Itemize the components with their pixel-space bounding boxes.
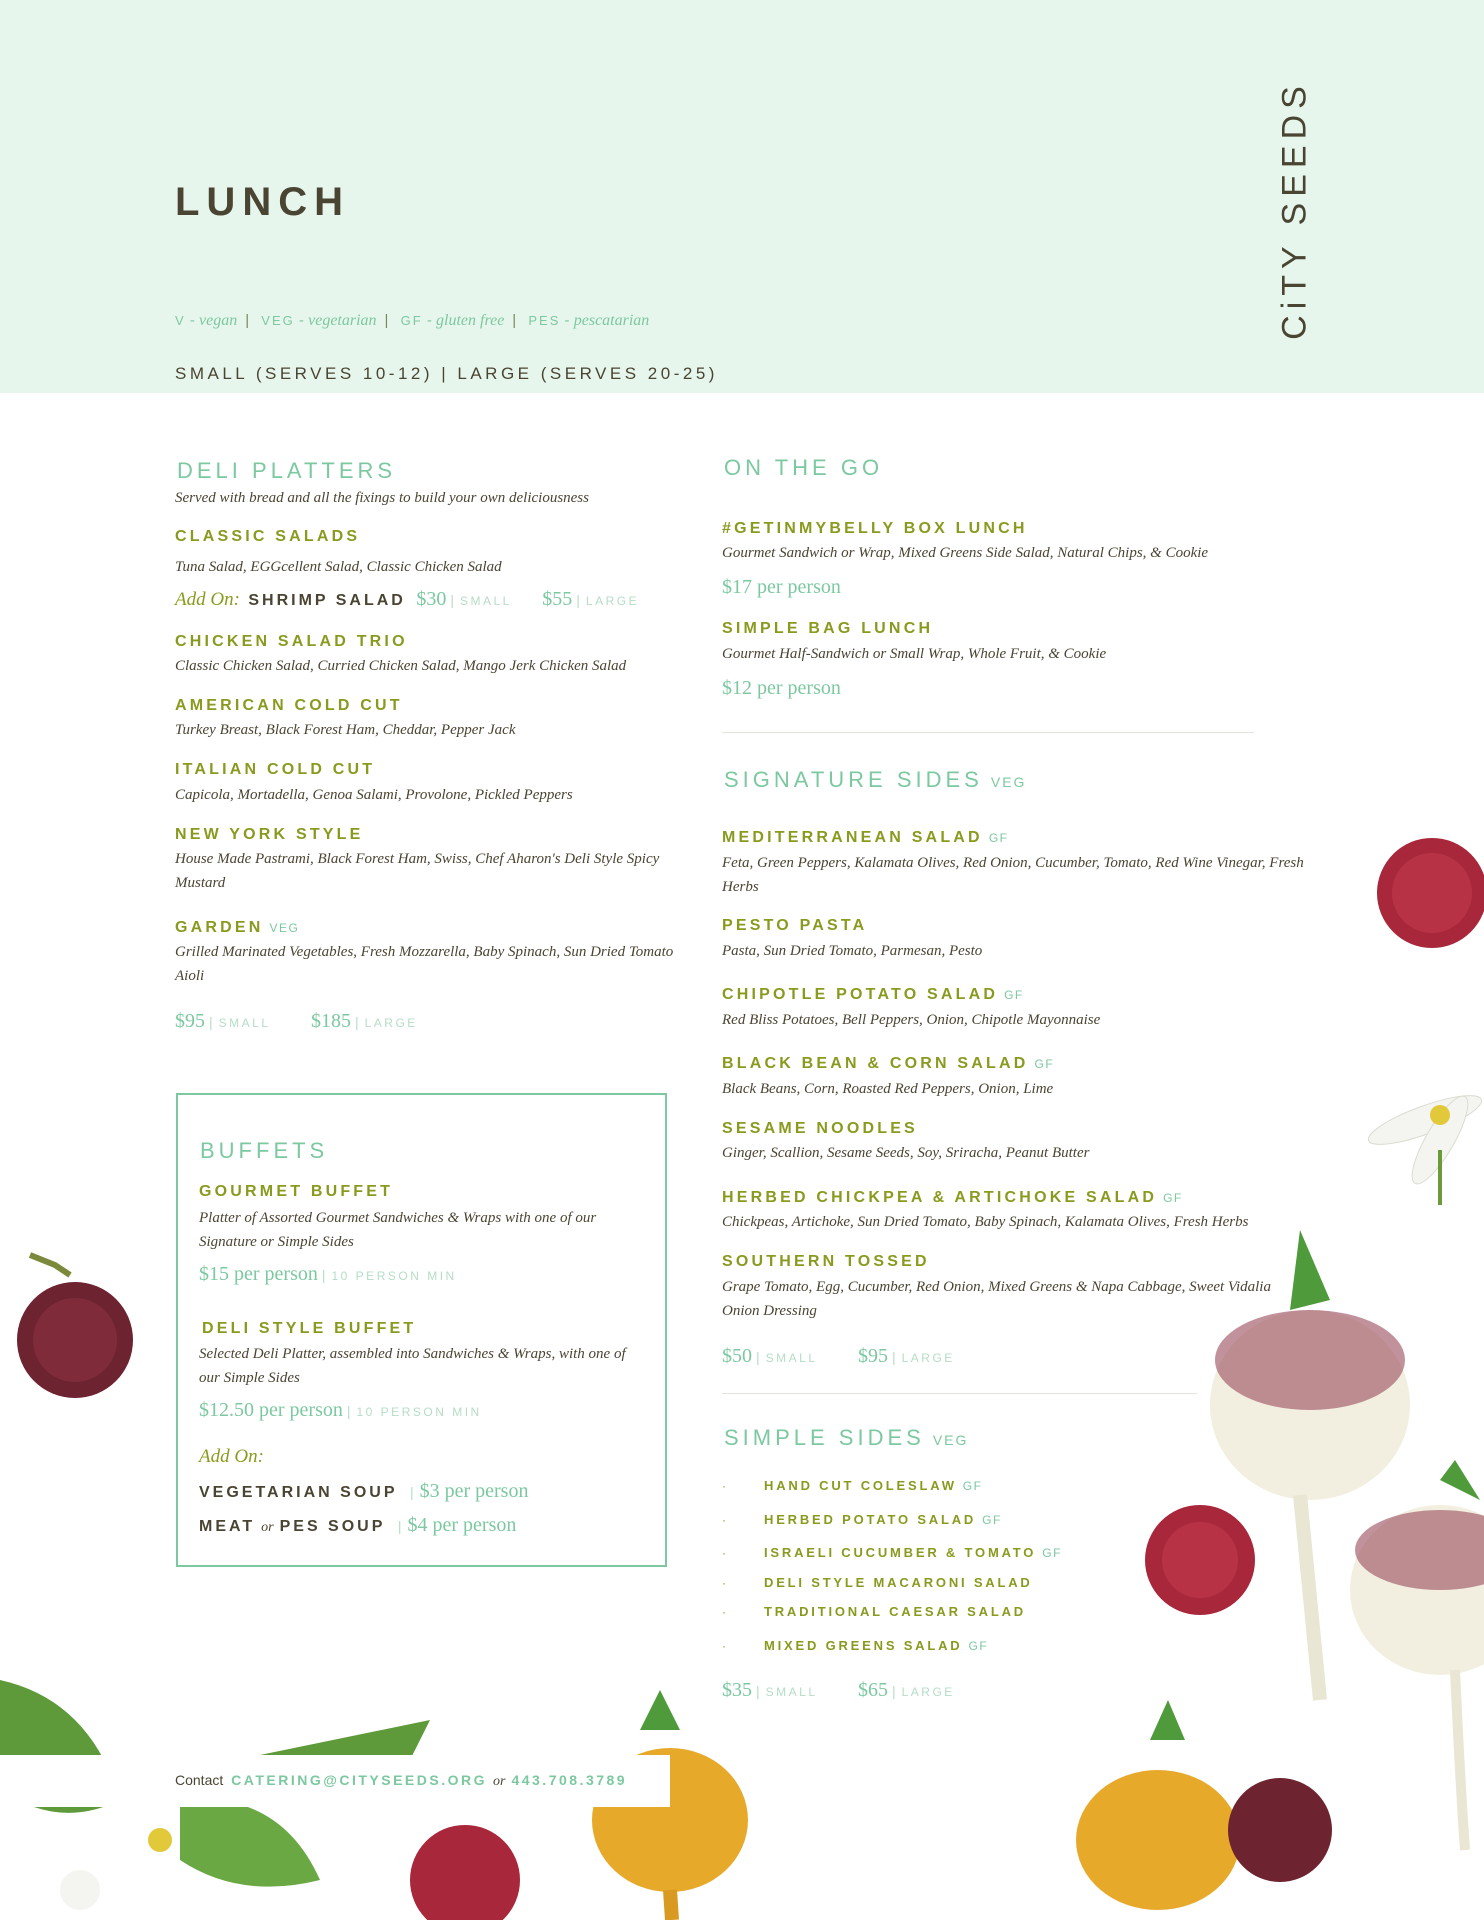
blackberry-icon (1228, 1778, 1332, 1882)
deli-item-name: NEW YORK STYLE (175, 826, 364, 843)
gf-tag: GF (982, 1513, 1002, 1527)
signature-sides-title: SIGNATURE SIDES (724, 767, 983, 792)
addon-label: Add On: (175, 589, 240, 610)
deli-large-price: $185 (310, 1010, 351, 1032)
signature-item-desc: Black Beans, Corn, Roasted Red Peppers, Onion, Lime (722, 1081, 1054, 1097)
deli-style-buffet-price: $12.50 per person (199, 1399, 343, 1421)
contact-email-link[interactable]: CATERING@CITYSEEDS.ORG (231, 1772, 487, 1788)
signature-item-desc: Pasta, Sun Dried Tomato, Parmesan, Pesto (722, 943, 983, 959)
deli-price-row: $95 | SMALL $185 | LARGE (175, 1010, 418, 1032)
box-lunch-desc: Gourmet Sandwich or Wrap, Mixed Greens Side Salad, Natural Chips, & Cookie (722, 545, 1209, 561)
signature-price-row: $50 | SMALL $95 | LARGE (722, 1345, 955, 1367)
gf-tag: GF (1042, 1546, 1062, 1560)
simple-side-name: ISRAELI CUCUMBER & TOMATO (764, 1545, 1037, 1560)
signature-large-label: LARGE (901, 1351, 955, 1365)
legend-label-gluten-free: gluten free (436, 312, 505, 329)
deli-style-buffet-min: 10 PERSON MIN (356, 1405, 482, 1419)
veg-soup-price: $3 per person (419, 1480, 529, 1502)
shrimp-small-price: $30 (416, 588, 447, 610)
bullet: · (722, 1546, 726, 1560)
gf-tag: GF (1004, 988, 1024, 1002)
legend-label-vegan: vegan (199, 312, 238, 329)
deli-item-desc: Turkey Breast, Black Forest Ham, Cheddar, Pepper Jack (175, 722, 516, 738)
deli-platters-subtitle: Served with bread and all the fixings to build your own deliciousness (175, 490, 589, 506)
deli-large-label: LARGE (364, 1016, 418, 1030)
gf-tag: GF (988, 831, 1009, 845)
side-name: MEDITERRANEAN SALAD (722, 829, 983, 846)
deli-small-price: $95 (175, 1010, 205, 1032)
lemon-blossom-icon (1364, 1086, 1484, 1205)
bullet: · (722, 1513, 726, 1527)
shrimp-large-label: LARGE (585, 594, 640, 608)
bullet: · (722, 1576, 726, 1590)
garden-name: GARDEN (175, 919, 264, 936)
gourmet-buffet-min: 10 PERSON MIN (331, 1269, 457, 1283)
golden-beet-icon (1076, 1700, 1240, 1910)
contact-line (175, 1772, 627, 1790)
box-lunch-name: #GETINMYBELLY BOX LUNCH (722, 520, 1028, 537)
side-name: CHIPOTLE POTATO SALAD (722, 986, 999, 1003)
deli-item-name: AMERICAN COLD CUT (175, 697, 403, 714)
legend-key-v: V (175, 313, 186, 328)
buffet-addon-label: Add On: (199, 1446, 264, 1467)
signature-veg-tag: VEG (990, 774, 1027, 790)
buffets-heading: BUFFETS (200, 1138, 329, 1163)
meat-soup-or: or (261, 1520, 274, 1535)
gf-tag: GF (968, 1639, 989, 1653)
side-name: SOUTHERN TOSSED (722, 1253, 930, 1270)
deli-item-desc: Classic Chicken Salad, Curried Chicken Salad, Mango Jerk Chicken Salad (175, 658, 627, 674)
simple-side-name: TRADITIONAL CAESAR SALAD (764, 1604, 1026, 1619)
simple-price-row: $35 | SMALL $65 | LARGE (722, 1679, 955, 1701)
gourmet-buffet-desc: Platter of Assorted Gourmet Sandwiches & Wraps with one of our Signature or Simple Sides (199, 1210, 597, 1250)
box-lunch-price: $17 per person (722, 576, 841, 598)
meat-soup-name-b: PES SOUP (279, 1518, 386, 1535)
veg-soup-name: VEGETARIAN SOUP (199, 1484, 398, 1501)
legend-key-pes: PES (528, 313, 561, 328)
contact-phone-link[interactable]: 443.708.3789 (511, 1772, 628, 1788)
signature-item-desc: Feta, Green Peppers, Kalamata Olives, Red Onion, Cucumber, Tomato, Red Wine Vinegar, Fresh Herbs (722, 855, 1304, 895)
simple-small-label: SMALL (765, 1685, 818, 1699)
simple-side-name: HAND CUT COLESLAW (764, 1478, 957, 1493)
deli-platters-heading: DELI PLATTERS (177, 458, 397, 483)
classic-salads-name: CLASSIC SALADS (175, 528, 361, 545)
bullet: · (722, 1479, 726, 1493)
veg-tag: VEG (269, 921, 300, 935)
side-name: SESAME NOODLES (722, 1120, 918, 1137)
deli-item-desc: Capicola, Mortadella, Genoa Salami, Provolone, Pickled Peppers (175, 787, 573, 803)
legend-label-vegetarian: vegetarian (308, 312, 377, 329)
diet-legend: V - vegan | VEG - vegetarian | GF - gluten free | PES - pescatarian (175, 312, 650, 329)
veg-soup-row: VEGETARIAN SOUP | $3 per person (199, 1480, 529, 1502)
gf-tag: GF (1163, 1191, 1183, 1205)
contact-label: Contact (175, 1772, 224, 1788)
shrimp-small-label: SMALL (459, 594, 512, 608)
deli-item-desc: House Made Pastrami, Black Forest Ham, Swiss, Chef Aharon's Deli Style Spicy Mustard (175, 851, 660, 891)
simple-small-price: $35 (722, 1679, 752, 1701)
brand-wordmark: CiTY SEEDS (1275, 80, 1314, 340)
signature-item-desc: Red Bliss Potatoes, Bell Peppers, Onion, Chipotle Mayonnaise (722, 1012, 1101, 1028)
bullet: · (722, 1605, 726, 1619)
deli-item-name: CHICKEN SALAD TRIO (175, 633, 408, 650)
deli-style-buffet-desc: Selected Deli Platter, assembled into Sandwiches & Wraps, with one of our Simple Sides (199, 1346, 626, 1386)
simple-side-name: HERBED POTATO SALAD (764, 1512, 977, 1527)
gf-tag: GF (1034, 1057, 1055, 1071)
legend-label-pescatarian: pescatarian (573, 312, 650, 329)
bullet: · (722, 1639, 726, 1653)
deli-item-desc: Grilled Marinated Vegetables, Fresh Mozzarella, Baby Spinach, Sun Dried Tomato Aioli (175, 944, 674, 984)
deli-small-label: SMALL (218, 1016, 271, 1030)
meat-soup-price: $4 per person (407, 1514, 517, 1536)
bag-lunch-price: $12 per person (722, 677, 841, 699)
on-the-go-heading: ON THE GO (724, 455, 884, 480)
deli-item-name: ITALIAN COLD CUT (175, 761, 376, 778)
simple-sides-title: SIMPLE SIDES (724, 1425, 925, 1450)
classic-salads-desc: Tuna Salad, EGGcellent Salad, Classic Chicken Salad (175, 559, 502, 575)
gourmet-buffet-name: GOURMET BUFFET (199, 1183, 394, 1200)
meat-soup-name-a: MEAT (199, 1518, 256, 1535)
deli-style-buffet-name: DELI STYLE BUFFET (202, 1320, 417, 1337)
page-title: LUNCH (175, 180, 350, 224)
deli-style-buffet-price-row: $12.50 per person | 10 PERSON MIN (199, 1399, 482, 1421)
gourmet-buffet-price: $15 per person (199, 1263, 318, 1285)
signature-small-price: $50 (722, 1345, 752, 1367)
serves-info: SMALL (SERVES 10-12) | LARGE (SERVES 20-25) (175, 364, 718, 383)
simple-large-label: LARGE (901, 1685, 955, 1699)
shrimp-large-price: $55 (542, 588, 573, 610)
contact-or: or (493, 1774, 506, 1789)
shrimp-salad-name: SHRIMP SALAD (248, 592, 406, 609)
legend-key-gf: GF (400, 313, 423, 328)
shrimp-addon-row: Add On: SHRIMP SALAD $30 | SMALL $55 | LARGE (175, 588, 640, 610)
meat-soup-row: MEAT or PES SOUP | $4 per person (199, 1514, 517, 1536)
simple-veg-tag: VEG (932, 1432, 969, 1448)
signature-item-desc: Grape Tomato, Egg, Cucumber, Red Onion, Mixed Greens & Napa Cabbage, Sweet Vidalia Onion Dressing (722, 1279, 1271, 1319)
signature-item-desc: Ginger, Scallion, Sesame Seeds, Soy, Sriracha, Peanut Butter (722, 1145, 1090, 1161)
raspberry-icon (410, 1825, 520, 1920)
blackberry-icon (17, 1255, 133, 1398)
simple-side-name: MIXED GREENS SALAD (764, 1638, 963, 1653)
raspberry-icon (1377, 838, 1484, 948)
turnip-icon (1350, 1460, 1484, 1850)
side-name: HERBED CHICKPEA & ARTICHOKE SALAD (722, 1189, 1158, 1206)
side-name: BLACK BEAN & CORN SALAD (722, 1055, 1029, 1072)
raspberry-icon (1145, 1505, 1255, 1615)
simple-side-name: DELI STYLE MACARONI SALAD (764, 1575, 1033, 1590)
bag-lunch-desc: Gourmet Half-Sandwich or Small Wrap, Whole Fruit, & Cookie (722, 646, 1107, 662)
simple-large-price: $65 (857, 1679, 888, 1701)
legend-key-veg: VEG (261, 313, 295, 328)
gourmet-buffet-price-row: $15 per person | 10 PERSON MIN (199, 1263, 457, 1285)
bag-lunch-name: SIMPLE BAG LUNCH (722, 620, 934, 637)
signature-item-desc: Chickpeas, Artichoke, Sun Dried Tomato, Baby Spinach, Kalamata Olives, Fresh Herbs (722, 1214, 1249, 1230)
signature-small-label: SMALL (765, 1351, 818, 1365)
side-name: PESTO PASTA (722, 917, 868, 934)
gf-tag: GF (962, 1479, 983, 1493)
signature-large-price: $95 (857, 1345, 888, 1367)
